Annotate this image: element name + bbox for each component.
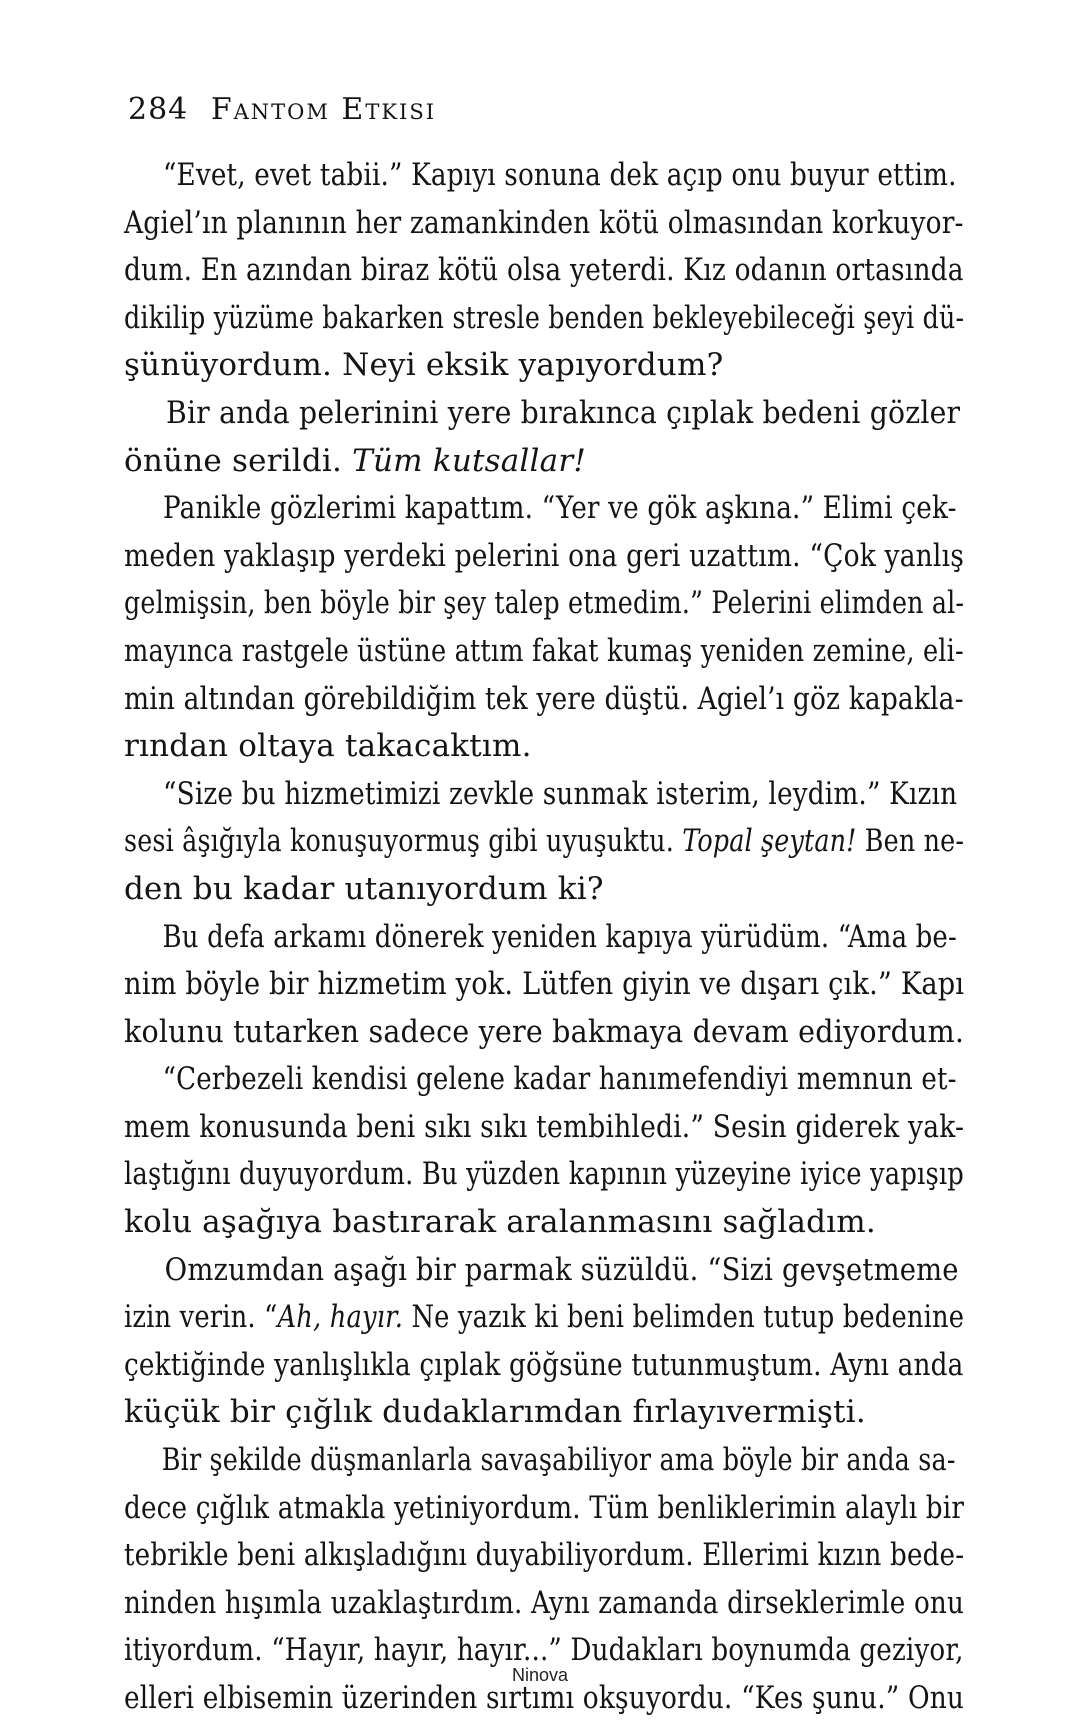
text-line xyxy=(124,1294,965,1342)
text-line xyxy=(124,771,958,819)
text-line xyxy=(124,1199,964,1247)
text-segment: mayınca rastgele üstüne attım fakat kumaş yeniden zemine, eli- xyxy=(124,632,964,669)
text-segment: dikilip yüzüme bakarken stresle benden bekleyebileceği şeyi dü- xyxy=(124,299,965,336)
text-line xyxy=(124,866,964,914)
text-segment: nim böyle bir hizmetim yok. Lütfen giyin ve dışarı çık.” Kapı xyxy=(124,966,965,1003)
text-line xyxy=(124,1437,956,1485)
italic-phrase: Ah, hayır. xyxy=(277,1299,404,1336)
text-segment: dece çığlık atmakla yetiniyordum. Tüm benliklerimin alaylı bir xyxy=(124,1489,965,1526)
italic-phrase: Tüm kutsallar! xyxy=(352,442,587,479)
text-line xyxy=(124,1247,959,1295)
text-segment: Bir şekilde düşmanlarla savaşabiliyor ama böyle bir anda sa- xyxy=(161,1442,956,1479)
text-line xyxy=(124,961,965,1009)
text-segment: kolunu tutarken sadece yere bakmaya devam ediyordum. xyxy=(124,1013,965,1050)
text-line xyxy=(124,200,964,248)
text-segment: izin verin. “ xyxy=(124,1299,278,1336)
text-line xyxy=(124,1342,964,1390)
text-segment: “Cerbezeli kendisi gelene kadar hanımefendiyi memnun et- xyxy=(162,1061,957,1098)
text-segment: tebrikle beni alkışladığını duyabiliyordum. Ellerimi kızın bede- xyxy=(124,1537,965,1574)
text-segment: laştığını duyuyordum. Bu yüzden kapının yüzeyine iyice yapışıp xyxy=(124,1156,964,1193)
italic-phrase: Topal şeytan! xyxy=(682,823,857,860)
text-segment: mem konusunda beni sıkı sıkı tembihledi.” Sesin giderek yak- xyxy=(124,1108,965,1145)
text-line xyxy=(124,295,965,343)
text-segment: “Evet, evet tabii.” Kapıyı sonuna dek açıp onu buyur ettim. xyxy=(162,157,957,193)
text-line xyxy=(124,723,964,771)
text-segment: elleri elbisemin üzerinden sırtımı okşuyordu. “Kes şunu.” Onu xyxy=(124,1680,965,1716)
text-line xyxy=(124,580,965,628)
text-segment: sesi âşığıyla konuşuyormuş gibi uyuşuktu. xyxy=(124,823,683,860)
text-segment: ninden hışımla uzaklaştırdım. Aynı zamanda dirseklerimle onu xyxy=(124,1584,965,1621)
text-segment: Bir anda pelerinini yere bırakınca çıplak bedeni gözler xyxy=(165,394,961,431)
text-line xyxy=(124,1532,965,1580)
text-segment: Panikle gözlerimi kapattım. “Yer ve gök aşkına.” Elimi çek- xyxy=(162,490,957,527)
text-segment: “Size bu hizmetimizi zevkle sunmak isterim, leydim.” Kızın xyxy=(163,775,958,812)
text-segment: den bu kadar utanıyordum ki? xyxy=(124,870,604,907)
text-segment: çektiğinde yanlışlıkla çıplak göğsüne tutunmuştum. Aynı anda xyxy=(124,1346,964,1383)
text-line xyxy=(124,628,964,676)
text-segment: meden yaklaşıp yerdeki pelerini ona geri uzattım. “Çok yanlış xyxy=(124,537,965,574)
running-head xyxy=(128,92,436,128)
text-line xyxy=(124,152,957,200)
text-line xyxy=(124,676,964,724)
text-segment: küçük bir çığlık dudaklarımdan fırlayıvermişti. xyxy=(124,1394,866,1431)
text-line xyxy=(124,1485,965,1533)
text-segment: Omzumdan aşağı bir parmak süzüldü. “Sizi gevşetmeme xyxy=(164,1251,959,1288)
text-line xyxy=(124,390,961,438)
text-segment: önüne serildi. xyxy=(124,442,353,479)
text-line xyxy=(124,342,964,390)
text-line xyxy=(124,533,965,581)
text-line xyxy=(124,438,964,486)
text-line xyxy=(124,1104,965,1152)
text-line xyxy=(124,1151,964,1199)
text-segment: kolu aşağıya bastırarak aralanmasını sağladım. xyxy=(124,1204,876,1241)
text-line xyxy=(124,485,957,533)
text-segment: min altından görebildiğim tek yere düştü. Agiel’ı göz kapakla- xyxy=(124,680,964,717)
text-line xyxy=(124,1056,957,1104)
text-line xyxy=(124,818,965,866)
text-segment: Bu defa arkamı dönerek yeniden kapıya yürüdüm. “Ama be- xyxy=(162,918,957,955)
text-segment: itiyordum. “Hayır, hayır, hayır...” Dudakları boynumda geziyor, xyxy=(124,1632,964,1669)
publisher-footer: Ninova xyxy=(511,1665,569,1685)
text-line xyxy=(124,247,964,295)
text-segment: gelmişsin, ben böyle bir şey talep etmedim.” Pelerini elimden al- xyxy=(124,585,965,622)
text-segment: şünüyordum. Neyi eksik yapıyordum? xyxy=(124,347,724,384)
book-title: Fantom Etkisi xyxy=(210,92,437,127)
text-segment: Agiel’ın planının her zamankinden kötü olmasından korkuyor- xyxy=(124,204,964,241)
text-segment: Ne yazık ki beni belimden tutup bedenine xyxy=(403,1299,965,1336)
text-line xyxy=(124,914,957,962)
text-segment: dum. En azından biraz kötü olsa yeterdi. Kız odanın ortasında xyxy=(124,252,964,289)
text-line xyxy=(124,1389,964,1437)
body-text xyxy=(124,152,964,1723)
text-line xyxy=(124,1009,965,1057)
text-line xyxy=(124,1580,965,1628)
text-segment: rından oltaya takacaktım. xyxy=(124,728,532,765)
page-number: 284 xyxy=(128,92,189,127)
text-segment: Ben ne- xyxy=(856,823,965,860)
